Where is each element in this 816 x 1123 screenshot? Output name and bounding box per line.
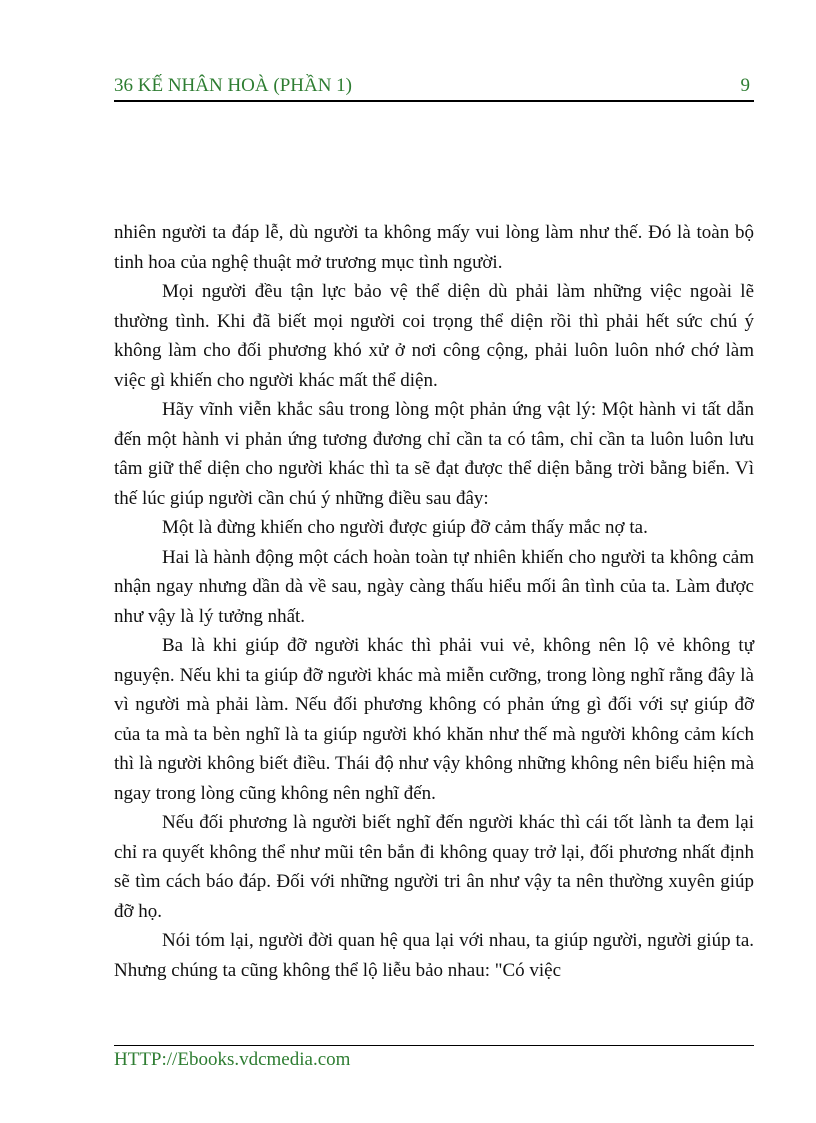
paragraph-1: nhiên người ta đáp lễ, dù người ta không mấy vui lòng làm như thế. Đó là toàn bộ tinh hoa của nghệ thuật mở trương mục tình người. — [114, 222, 754, 273]
page-header — [114, 74, 754, 102]
book-title: 36 KẾ NHÂN HOÀ (PHẦN 1) — [114, 75, 353, 96]
paragraph-5: Hai là hành động một cách hoàn toàn tự nhiên khiến cho người ta không cảm nhận ngay nhưng dần dà về sau, ngày càng thấu hiểu mối ân tình của ta. Làm được như vậy là lý tưởng nhất. — [114, 546, 754, 627]
paragraph-3: Hãy vĩnh viễn khắc sâu trong lòng một phản ứng vật lý: Một hành vi tất dẫn đến một hành vi phản ứng tương đương chỉ cần ta có tâm, chỉ cần ta luôn luôn lưu tâm giữ thể diện cho người khác thì ta sẽ đạt được thể diện bằng trời bằng biển. Vì thế lúc giúp người cần chú ý những điều sau đây: — [114, 399, 754, 509]
paragraph-2: Mọi người đều tận lực bảo vệ thể diện dù phải làm những việc ngoài lẽ thường tình. Khi đã biết mọi người coi trọng thể diện rồi thì phải hết sức chú ý không làm cho đối phương khó xử ở nơi công cộng, phải luôn luôn nhớ chớ làm việc gì khiến cho người khác mất thể diện. — [114, 281, 754, 391]
page-footer — [114, 1045, 754, 1071]
paragraph-6: Ba là khi giúp đỡ người khác thì phải vui vẻ, không nên lộ vẻ không tự nguyện. Nếu khi ta giúp đỡ người khác mà miễn cưỡng, trong lòng nghĩ rằng đây là vì người mà phải làm. Nếu đối phương không có phản ứng gì đối với sự giúp đỡ của ta mà ta bèn nghĩ là ta giúp người khó khăn như thế mà người không cảm kích thì là người không biết điều. Thái độ như vậy không những không nên biểu hiện mà ngay trong lòng cũng không nên nghĩ đến. — [114, 635, 754, 804]
footer-url: HTTP://Ebooks.vdcmedia.com — [114, 1049, 351, 1070]
page-number: 9 — [740, 75, 750, 96]
paragraph-4: Một là đừng khiến cho người được giúp đỡ cảm thấy mắc nợ ta. — [162, 517, 648, 538]
page-body — [114, 218, 754, 985]
paragraph-8: Nói tóm lại, người đời quan hệ qua lại với nhau, ta giúp người, người giúp ta. Nhưng chúng ta cũng không thể lộ liễu bảo nhau: "Có việc — [114, 930, 754, 981]
paragraph-7: Nếu đối phương là người biết nghĩ đến người khác thì cái tốt lành ta đem lại chỉ ra quyết không thể như mũi tên bắn đi không quay trở lại, đối phương nhất định sẽ tìm cách báo đáp. Đối với những người tri ân như vậy ta nên thường xuyên giúp đỡ họ. — [114, 812, 754, 922]
